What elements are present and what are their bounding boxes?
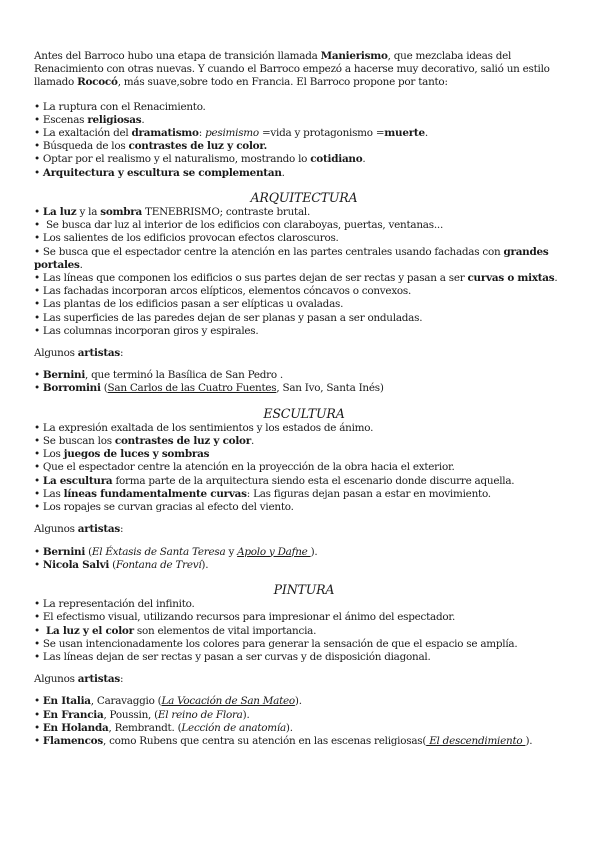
list-item: • Las plantas de los edificios pasan a ser elípticas u ovaladas. [34, 298, 574, 311]
artist-item: • Flamencos, como Rubens que centra su atención en las escenas religiosas( El descendimiento ). [34, 735, 574, 748]
artist-item: • Bernini, que terminó la Basílica de San Pedro . [34, 369, 574, 382]
artist-item: • Nicola Salvi (Fontana de Treví). [34, 559, 574, 572]
escultura-list [34, 422, 574, 514]
list-item: • Las superficies de las paredes dejan de ser planas y pasan a ser onduladas. [34, 312, 574, 325]
artist-item: • En Italia, Caravaggio (La Vocación de San Mateo). [34, 695, 574, 708]
list-item: • La luz y el color son elementos de vital importancia. [34, 625, 574, 638]
list-item: • La representación del infinito. [34, 598, 574, 611]
list-item: • Se busca dar luz al interior de los edificios con claraboyas, puertas, ventanas... [34, 219, 574, 232]
list-item: • Se buscan los contrastes de luz y color. [34, 435, 574, 448]
list-item: • Optar por el realismo y el naturalismo, mostrando lo cotidiano. [34, 153, 574, 166]
general-list [34, 101, 574, 180]
list-item: • Los salientes de los edificios provocan efectos claroscuros. [34, 232, 574, 245]
list-item: • Las columnas incorporan giros y espirales. [34, 325, 574, 338]
heading-pintura: PINTURA [273, 581, 335, 597]
list-item: • Los ropajes se curvan gracias al efecto del viento. [34, 501, 574, 514]
list-item: • La luz y la sombra TENEBRISMO; contraste brutal. [34, 206, 574, 219]
work-link[interactable]: La Vocación de San Mateo [161, 695, 295, 708]
work-link[interactable]: El descendimiento [426, 734, 526, 747]
escultura-artists [34, 546, 574, 572]
list-item: • Los juegos de luces y sombras [34, 448, 574, 461]
list-item: • La exaltación del dramatismo: pesimismo =vida y protagonismo =muerte. [34, 127, 574, 140]
pintura-artists [34, 695, 574, 748]
heading-arquitectura: ARQUITECTURA [250, 189, 358, 205]
artist-item: • Bernini (El Éxtasis de Santa Teresa y Apolo y Dafne ). [34, 546, 574, 559]
arquitectura-artists [34, 369, 574, 395]
document-page [34, 50, 574, 748]
list-item: • Se busca que el espectador centre la atención en las partes centrales usando fachadas con grandes portales. [34, 246, 574, 272]
list-item: • Las líneas fundamentalmente curvas: Las figuras dejan pasan a estar en movimiento. [34, 488, 574, 501]
work-link[interactable]: Apolo y Dafne [237, 545, 311, 558]
artist-item: • En Francia, Poussin, (El reino de Flora). [34, 709, 574, 722]
list-item: • El efectismo visual, utilizando recursos para impresionar el ánimo del espectador. [34, 611, 574, 624]
list-item: • Escenas religiosas. [34, 114, 574, 127]
artists-label: Algunos artistas: [34, 347, 124, 360]
pintura-list [34, 598, 574, 664]
artist-item: • En Holanda, Rembrandt. (Lección de anatomía). [34, 722, 574, 735]
list-item: • Se usan intencionadamente los colores para generar la sensación de que el espacio se amplía. [34, 638, 574, 651]
work-link[interactable]: San Carlos de las Cuatro Fuentes [107, 382, 277, 395]
intro-paragraph: Antes del Barroco hubo una etapa de transición llamada Manierismo, que mezclaba ideas del Renacimiento con otras nuevas. Y cuando el Barroco empezó a hacerse muy decorativo, salió un estilo llamado Rococó, más suave,sobre todo en Francia. El Barroco propone por tanto: [34, 50, 550, 89]
artists-label: Algunos artistas: [34, 523, 124, 536]
list-item: • Que el espectador centre la atención en la proyección de la obra hacia el exterior. [34, 461, 574, 474]
list-item: • Las líneas dejan de ser rectas y pasan a ser curvas y de disposición diagonal. [34, 651, 574, 664]
artist-item: • Borromini (San Carlos de las Cuatro Fuentes, San Ivo, Santa Inés) [34, 382, 574, 395]
arquitectura-list [34, 206, 574, 338]
list-item: • Búsqueda de los contrastes de luz y color. [34, 140, 574, 153]
artists-label: Algunos artistas: [34, 673, 124, 686]
list-item: • La ruptura con el Renacimiento. [34, 101, 574, 114]
list-item: • Las líneas que componen los edificios o sus partes dejan de ser rectas y pasan a ser curvas o mixtas. [34, 272, 574, 285]
heading-escultura: ESCULTURA [263, 405, 345, 421]
list-item: • La expresión exaltada de los sentimientos y los estados de ánimo. [34, 422, 574, 435]
list-item: • Arquitectura y escultura se complementan. [34, 167, 574, 180]
list-item: • La escultura forma parte de la arquitectura siendo esta el escenario donde discurre aquella. [34, 475, 574, 488]
list-item: • Las fachadas incorporan arcos elípticos, elementos cóncavos o convexos. [34, 285, 574, 298]
